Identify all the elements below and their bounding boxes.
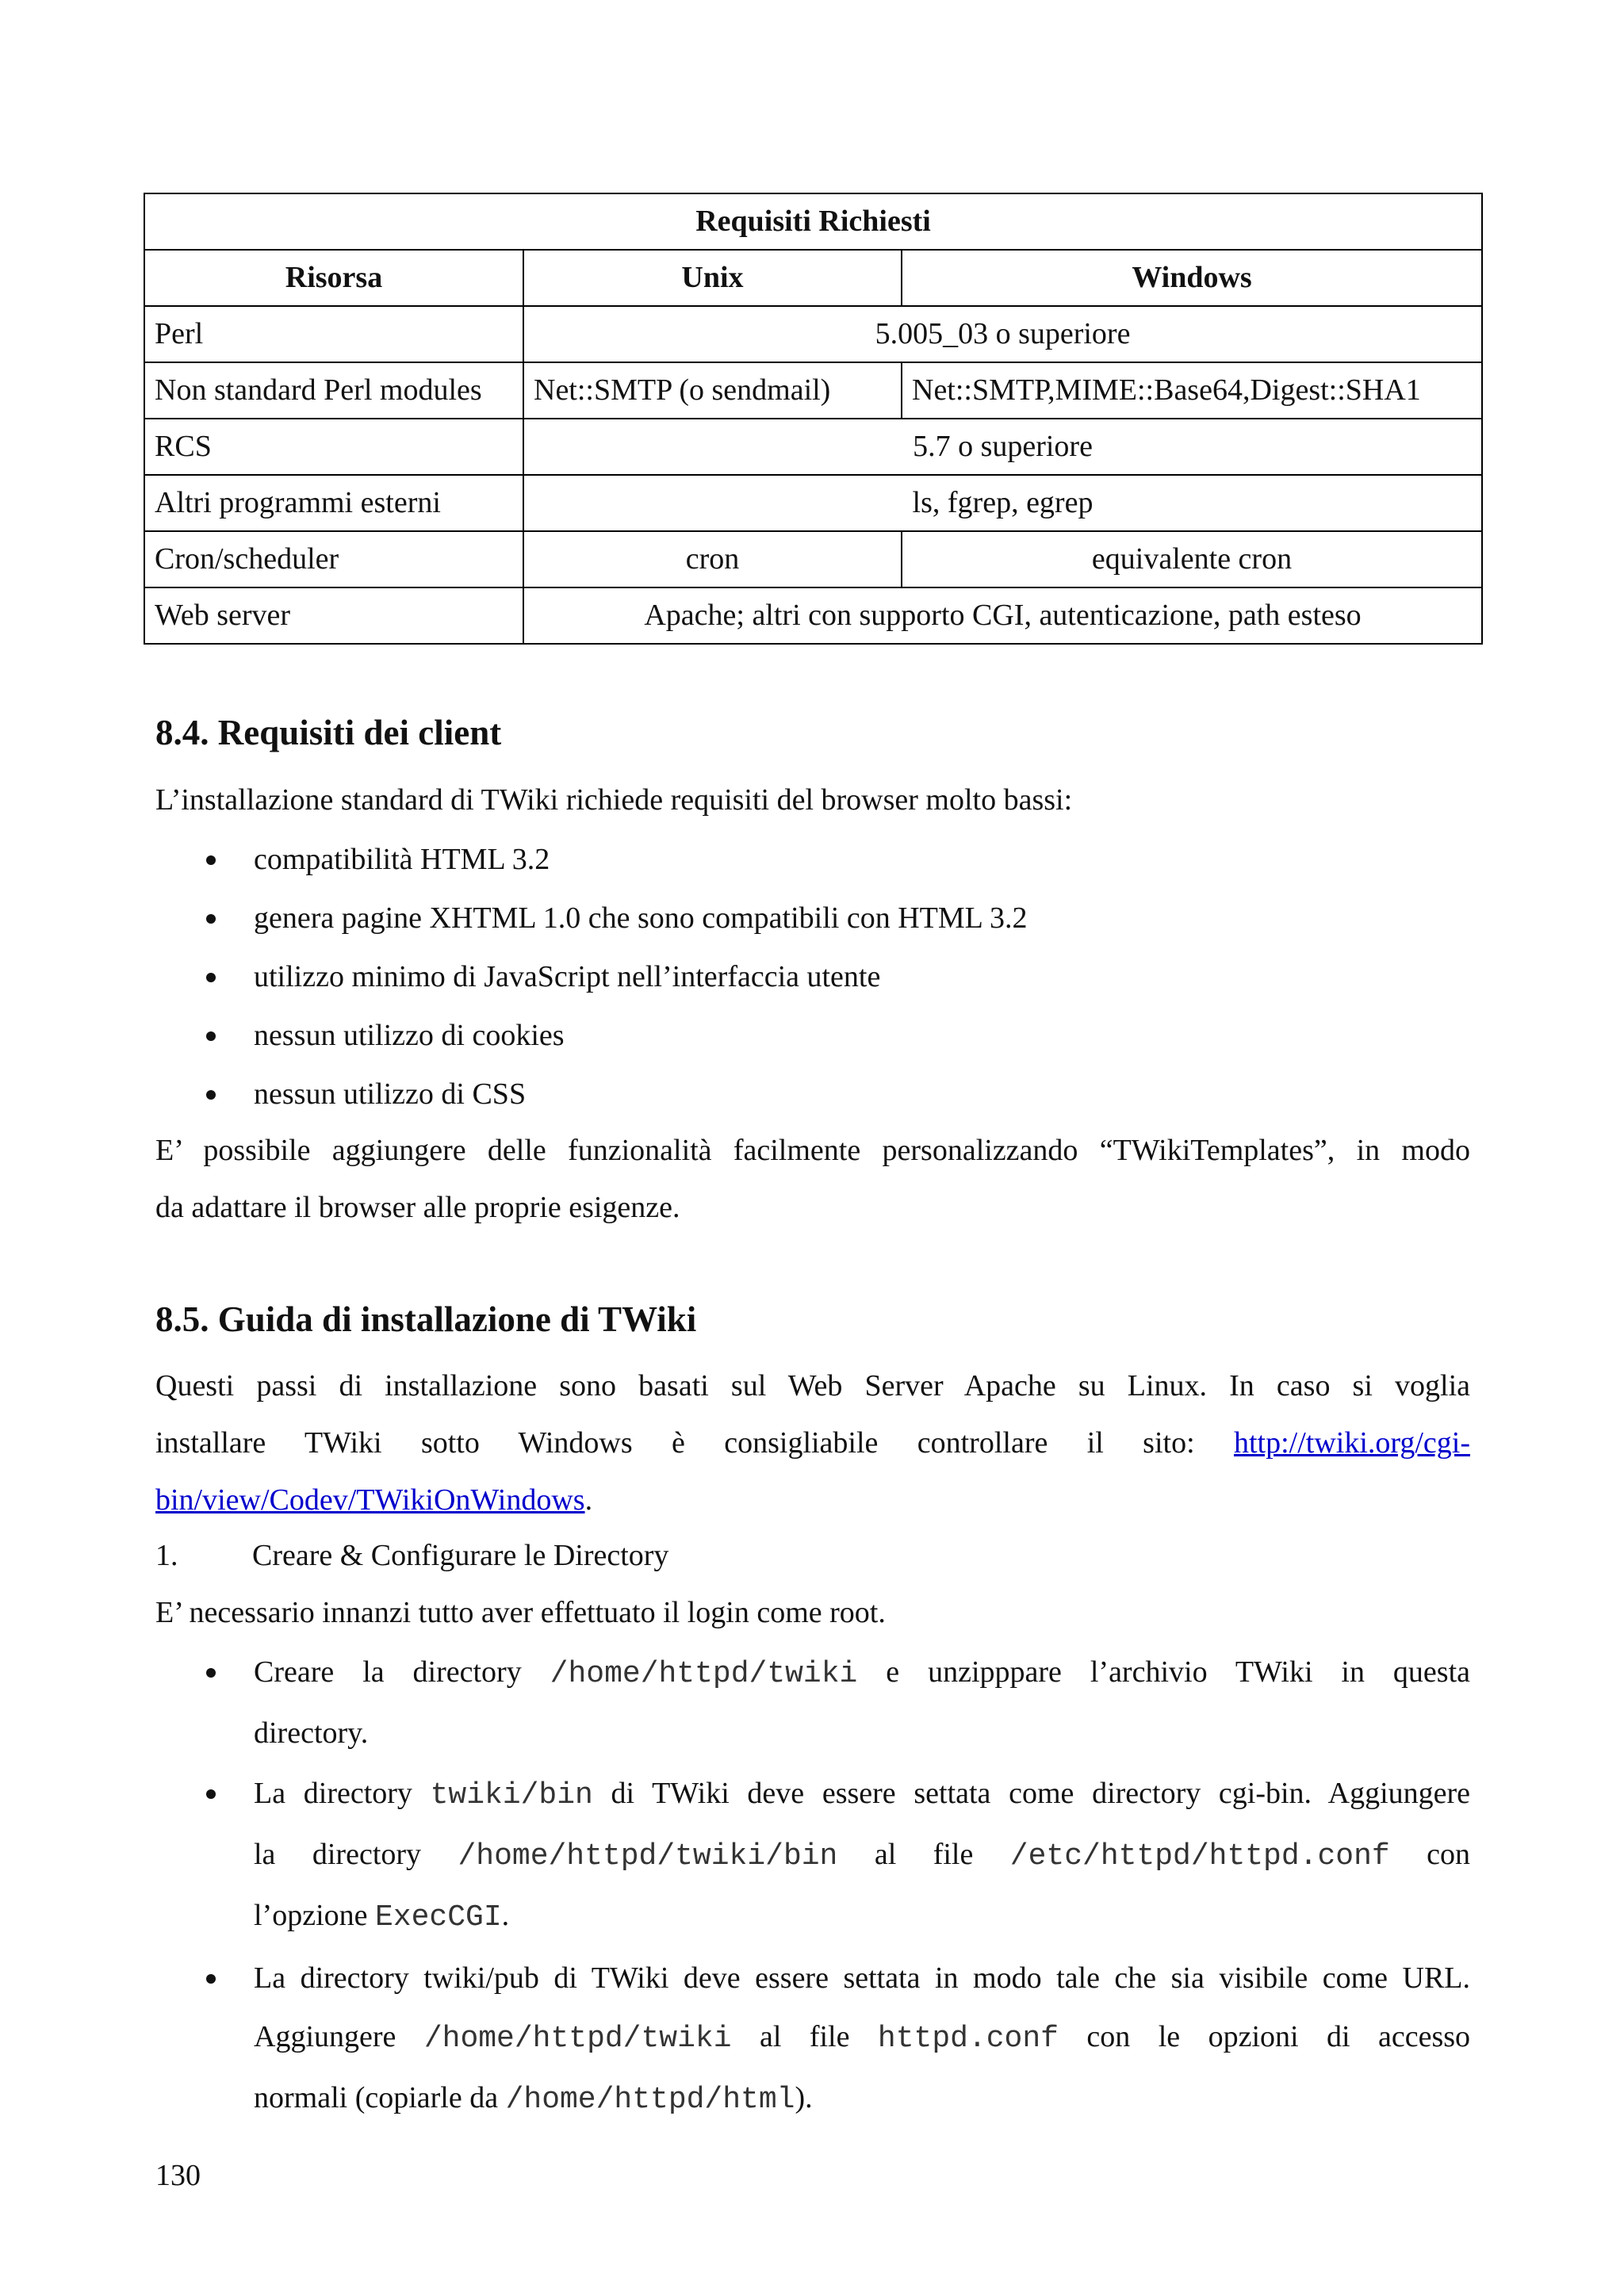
cell-unix: Net::SMTP (o sendmail) — [523, 362, 902, 419]
code-path: /home/httpd/twiki — [423, 2022, 732, 2056]
bullet-icon — [206, 855, 216, 865]
install-steps-list — [0, 1643, 1470, 2130]
list-item: La directory twiki/pub di TWiki deve essere settata in modo tale che sia visibile come URL. Aggiungere /home/httpd/twiki al file httpd.conf con le opzioni di accesso normali (copiarle da /home/httpd/html). — [0, 1949, 1470, 2130]
page-number: 130 — [155, 2159, 201, 2192]
twiki-windows-link-part1[interactable]: http://twiki.org/cgi- — [1233, 1426, 1470, 1460]
section-outro-line2: da adattare il browser alle proprie esigenze. — [155, 1191, 680, 1224]
bullet-icon — [206, 1668, 216, 1678]
header-risorsa: Risorsa — [144, 250, 523, 306]
table-row — [144, 587, 1482, 644]
cell-resource: Web server — [144, 587, 523, 644]
cell-value: 5.005_03 o superiore — [523, 306, 1482, 362]
list-item: nessun utilizzo di cookies — [0, 1006, 1027, 1065]
cell-value: ls, fgrep, egrep — [523, 475, 1482, 531]
table-row — [144, 475, 1482, 531]
code-path: /home/httpd/twiki — [550, 1657, 858, 1691]
requirements-table — [144, 193, 1483, 645]
install-paragraph-line1: Questi passi di installazione sono basati sul Web Server Apache su Linux. In caso si voglia — [155, 1369, 1470, 1402]
install-paragraph-line2: installare TWiki sotto Windows è consigliabile controllare il sito: http://twiki.org/cgi- — [155, 1426, 1470, 1460]
list-item: Creare la directory /home/httpd/twiki e unzipppare l’archivio TWiki in questa directory. — [0, 1643, 1470, 1762]
cell-value: Apache; altri con supporto CGI, autenticazione, path esteso — [523, 587, 1482, 644]
cell-resource: RCS — [144, 419, 523, 475]
code-path: httpd.conf — [877, 2022, 1059, 2056]
cell-windows: equivalente cron — [902, 531, 1482, 587]
table-title-row — [144, 193, 1482, 250]
bullet-icon — [206, 1031, 216, 1041]
bullet-icon — [206, 1974, 216, 1984]
install-paragraph-line3: bin/view/Codev/TWikiOnWindows. — [155, 1483, 593, 1517]
cell-resource: Cron/scheduler — [144, 531, 523, 587]
code-path: twiki/bin — [430, 1778, 593, 1812]
list-item: nessun utilizzo di CSS — [0, 1065, 1027, 1123]
bullet-icon — [206, 1090, 216, 1100]
table-row — [144, 306, 1482, 362]
login-note: E’ necessario innanzi tutto aver effettuato il login come root. — [155, 1596, 886, 1629]
cell-windows: Net::SMTP,MIME::Base64,Digest::SHA1 — [902, 362, 1482, 419]
client-requirements-list — [0, 830, 1027, 1123]
list-item: La directory twiki/bin di TWiki deve essere settata come directory cgi-bin. Aggiungere la directory /home/httpd/twiki/bin al file /etc/httpd/httpd.conf con l’opzione ExecCGI. — [0, 1764, 1470, 1947]
table-row — [144, 531, 1482, 587]
code-path: /etc/httpd/httpd.conf — [1009, 1839, 1390, 1873]
header-unix: Unix — [523, 250, 902, 306]
section-heading-client-requirements: 8.4. Requisiti dei client — [155, 713, 502, 752]
bullet-icon — [206, 914, 216, 924]
cell-resource: Non standard Perl modules — [144, 362, 523, 419]
cell-unix: cron — [523, 531, 902, 587]
table-header-row — [144, 250, 1482, 306]
section-heading-install-guide: 8.5. Guida di installazione di TWiki — [155, 1299, 697, 1339]
table-row — [144, 419, 1482, 475]
section-intro: L’installazione standard di TWiki richiede requisiti del browser molto bassi: — [155, 783, 1073, 817]
cell-value: 5.7 o superiore — [523, 419, 1482, 475]
bullet-icon — [206, 973, 216, 982]
cell-resource: Altri programmi esterni — [144, 475, 523, 531]
header-windows: Windows — [902, 250, 1482, 306]
code-path: /home/httpd/html — [505, 2083, 795, 2117]
step-number: 1. — [155, 1539, 178, 1572]
section-outro-line1: E’ possibile aggiungere delle funzionalità facilmente personalizzando “TWikiTemplates”, in modo — [155, 1134, 1470, 1167]
step-heading — [155, 1527, 668, 1584]
list-item: utilizzo minimo di JavaScript nell’interfaccia utente — [0, 947, 1027, 1006]
list-item: compatibilità HTML 3.2 — [0, 830, 1027, 889]
table-row — [144, 362, 1482, 419]
table-title: Requisiti Richiesti — [144, 193, 1482, 250]
step-title: Creare & Configurare le Directory — [252, 1539, 669, 1572]
code-path: /home/httpd/twiki/bin — [458, 1839, 838, 1873]
bullet-icon — [206, 1789, 216, 1799]
cell-resource: Perl — [144, 306, 523, 362]
list-item: genera pagine XHTML 1.0 che sono compatibili con HTML 3.2 — [0, 889, 1027, 947]
code-option: ExecCGI — [375, 1900, 502, 1934]
twiki-windows-link-part2[interactable]: bin/view/Codev/TWikiOnWindows — [155, 1483, 585, 1517]
